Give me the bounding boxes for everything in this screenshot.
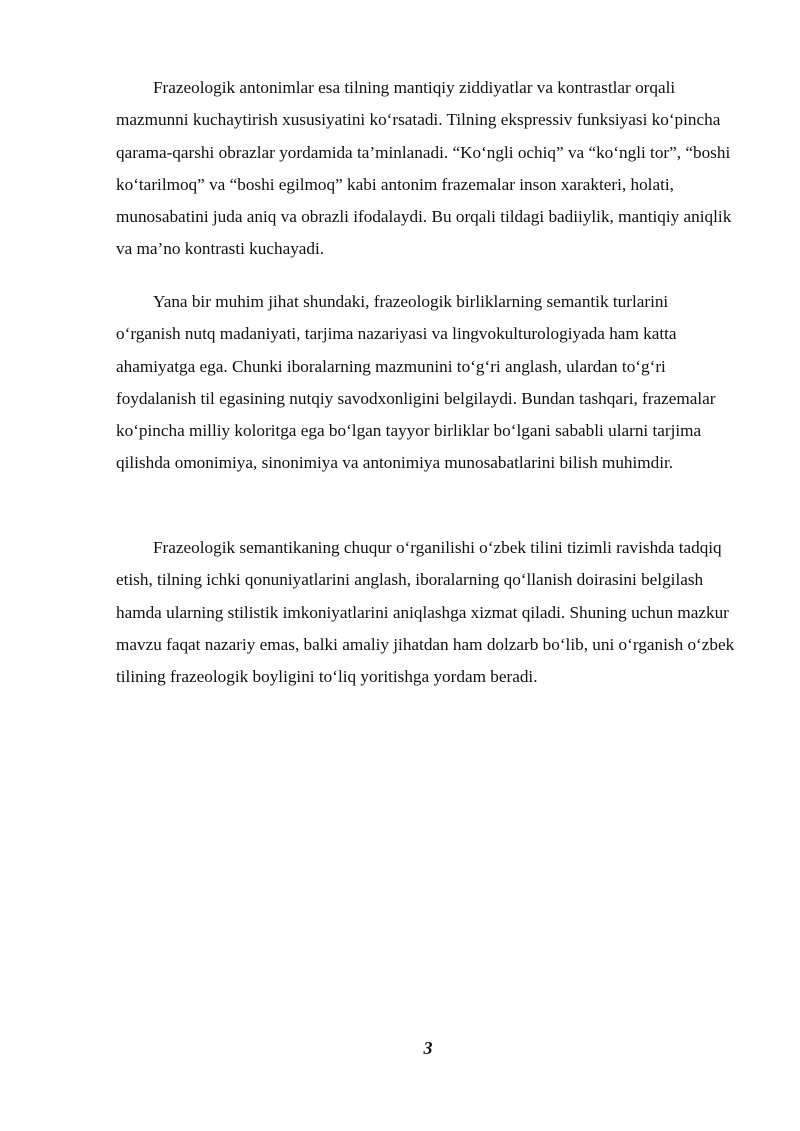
paragraph-2 (116, 286, 736, 480)
paragraph-1 (116, 72, 736, 266)
page-number: 3 (423, 1038, 433, 1058)
paragraph-text: Yana bir muhim jihat shundaki, frazeologik birliklarning semantik turlarini o‘rganish nutq madaniyati, tarjima nazariyasi va lingvokulturologiyada ham katta ahamiyatga ega. Chunki iboralarning mazmunini to‘g‘ri anglash, ulardan to‘g‘ri foydalanish til egasining nutqiy savodxonligini belgilaydi. Bundan tashqari, frazemalar ko‘pincha milliy koloritga ega bo‘lgan tayyor birliklar bo‘lgani sababli ularni tarjima qilishda omonimiya, sinonimiya va antonimiya munosabatlarini bilish muhimdir. (116, 292, 716, 473)
paragraph-text: Frazeologik antonimlar esa tilning mantiqiy ziddiyatlar va kontrastlar orqali mazmunni kuchaytirish xususiyatini ko‘rsatadi. Tilning ekspressiv funksiyasi ko‘pincha qarama-qarshi obrazlar yordamida ta’minlanadi. “Ko‘ngli ochiq” va “ko‘ngli tor”, “boshi ko‘tarilmoq” va “boshi egilmoq” kabi antonim frazemalar inson xarakteri, holati, munosabatini juda aniq va obrazli ifodalaydi. Bu orqali tildagi badiiylik, mantiqiy aniqlik va ma’no kontrasti kuchayadi. (116, 78, 732, 259)
paragraph-3 (116, 532, 736, 693)
paragraph-text: Frazeologik semantikaning chuqur o‘rganilishi o‘zbek tilini tizimli ravishda tadqiq etish, tilning ichki qonuniyatlarini anglash, iboralarning qo‘llanish doirasini belgilash hamda ularning stilistik imkoniyatlarini aniqlashga xizmat qiladi. Shuning uchun mazkur mavzu faqat nazariy emas, balki amaliy jihatdan ham dolzarb bo‘lib, uni o‘rganish o‘zbek tilining frazeologik boyligini to‘liq yoritishga yordam beradi. (116, 538, 735, 687)
